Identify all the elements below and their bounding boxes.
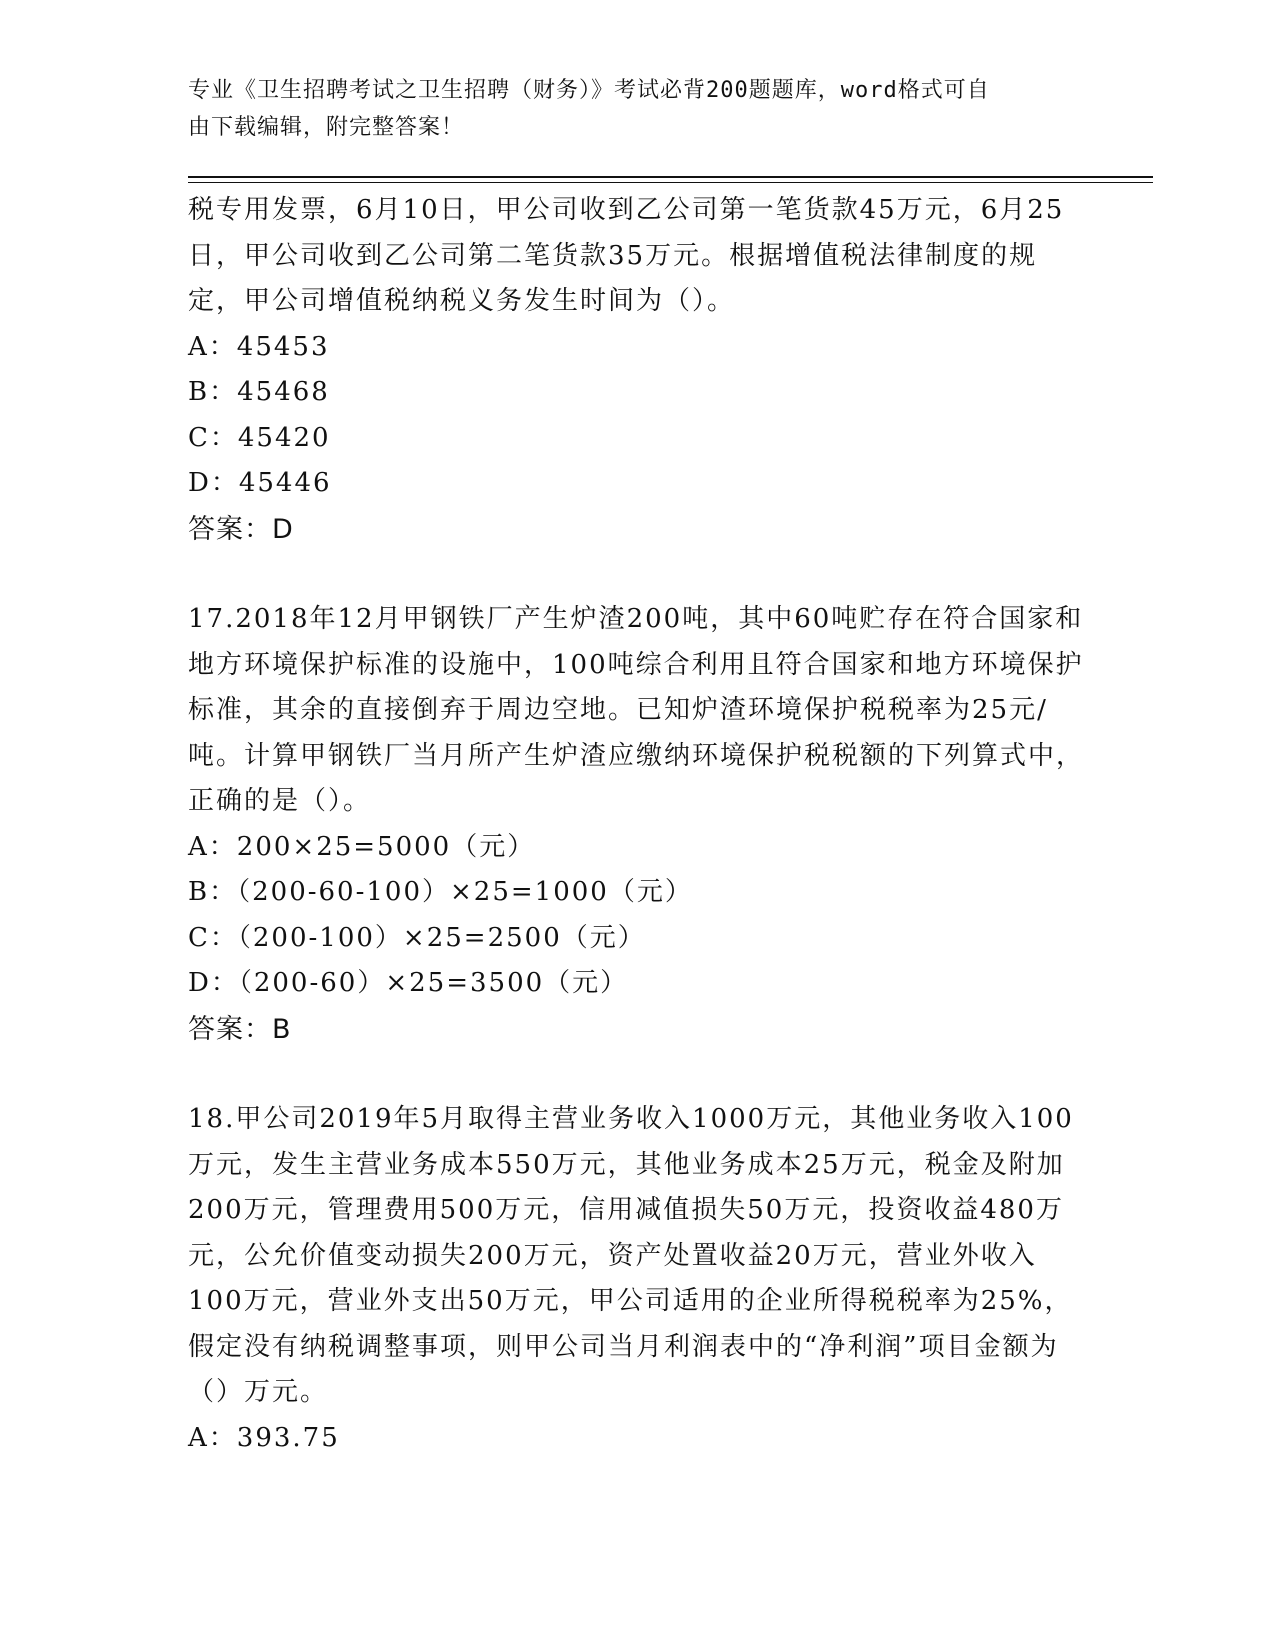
question-17 [188,597,1088,1052]
question-16-option-a: A：45453 [188,331,330,362]
question-17-option-b: B：（200-60-100）×25=1000（元） [188,877,693,907]
spacer [188,1052,1088,1097]
question-16-option-d: D：45446 [188,468,332,498]
document-body [188,188,1088,1461]
question-18 [188,1097,1088,1461]
question-16 [188,188,1088,552]
spacer [188,552,1088,597]
page-header [188,72,1068,146]
question-16-answer: 答案：D [188,513,294,545]
question-16-option-c: C：45420 [188,422,331,453]
header-title-line-2: 由下载编辑，附完整答案！ [188,115,465,140]
header-divider-thin [188,182,1153,183]
question-16-option-b: B：45468 [188,377,330,407]
question-17-option-d: D：（200-60）×25=3500（元） [188,968,629,998]
question-18-option-a: A：393.75 [188,1422,340,1453]
header-divider [188,176,1153,178]
question-17-answer: 答案：B [188,1013,292,1045]
question-17-option-c: C：（200-100）×25=2500（元） [188,922,646,953]
question-16-text: 税专用发票，6月10日，甲公司收到乙公司第一笔货款45万元，6月25日，甲公司收到乙公司第二笔货款35万元。根据增值税法律制度的规定，甲公司增值税纳税义务发生时间为（）。 [188,195,1065,316]
header-title-line-1: 专业《卫生招聘考试之卫生招聘（财务）》考试必背200题题库，word格式可自 [188,78,990,103]
question-17-text: 17.2018年12月甲钢铁厂产生炉渣200吨，其中60吨贮存在符合国家和地方环境保护标准的设施中，100吨综合利用且符合国家和地方环境保护标准，其余的直接倒弃于周边空地。已知炉渣环境保护税税率为25元/吨。计算甲钢铁厂当月所产生炉渣应缴纳环境保护税税额的下列算式中，正确的是（）。 [188,604,1085,816]
question-17-option-a: A：200×25=5000（元） [188,831,536,862]
question-18-text: 18.甲公司2019年5月取得主营业务收入1000万元，其他业务收入100万元，发生主营业务成本550万元，其他业务成本25万元，税金及附加200万元，管理费用500万元，信用减值损失50万元，投资收益480万元，公允价值变动损失200万元，资产处置收益20万元，营业外收入100万元，营业外支出50万元，甲公司适用的企业所得税税率为25%，假定没有纳税调整事项，则甲公司当月利润表中的“净利润”项目金额为（）万元。 [188,1104,1074,1407]
